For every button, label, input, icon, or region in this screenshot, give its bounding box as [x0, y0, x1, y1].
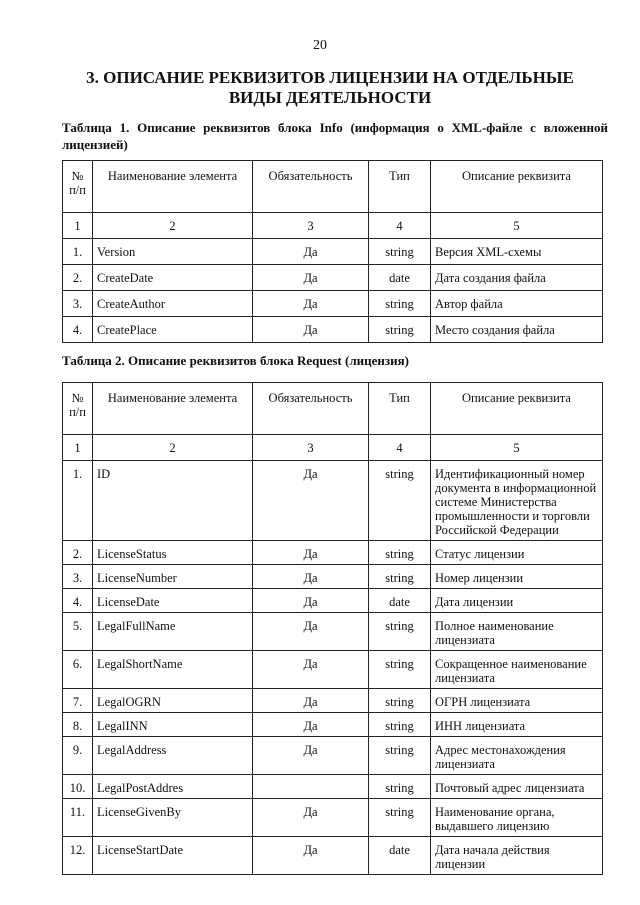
mandatory-value — [253, 775, 369, 799]
column-header-description: Описание реквизита — [431, 161, 603, 213]
type-value: date — [369, 837, 431, 875]
table-row — [63, 689, 603, 713]
element-name: CreateDate — [93, 265, 253, 291]
type-value: string — [369, 737, 431, 775]
column-header-element-name: Наименование элемента — [93, 161, 253, 213]
table-row — [63, 837, 603, 875]
table-row — [63, 737, 603, 775]
row-number: 3. — [63, 565, 93, 589]
description-value: Идентификационный номер документа в информационной системе Министерства промышленности и торговли Российской Федерации — [431, 461, 603, 541]
element-name: LegalINN — [93, 713, 253, 737]
element-name: LicenseGivenBy — [93, 799, 253, 837]
element-name: LicenseNumber — [93, 565, 253, 589]
column-header-type: Тип — [369, 383, 431, 435]
mandatory-value: Да — [253, 291, 369, 317]
table-header-row — [63, 161, 603, 213]
row-number: 2. — [63, 265, 93, 291]
mandatory-value: Да — [253, 737, 369, 775]
description-value: ИНН лицензиата — [431, 713, 603, 737]
type-value: string — [369, 291, 431, 317]
type-value: string — [369, 239, 431, 265]
description-value: Место создания файла — [431, 317, 603, 343]
mandatory-value: Да — [253, 613, 369, 651]
table-row — [63, 291, 603, 317]
description-value: Версия XML-схемы — [431, 239, 603, 265]
row-number: 7. — [63, 689, 93, 713]
description-value: Дата лицензии — [431, 589, 603, 613]
type-value: string — [369, 799, 431, 837]
table-row — [63, 461, 603, 541]
mandatory-value: Да — [253, 589, 369, 613]
column-index: 2 — [93, 213, 253, 239]
row-number: 9. — [63, 737, 93, 775]
column-header-description: Описание реквизита — [431, 383, 603, 435]
mandatory-value: Да — [253, 799, 369, 837]
description-value: Адрес местонахождения лицензиата — [431, 737, 603, 775]
column-index: 1 — [63, 213, 93, 239]
mandatory-value: Да — [253, 461, 369, 541]
description-value: Номер лицензии — [431, 565, 603, 589]
column-header-mandatory: Обязательность — [253, 161, 369, 213]
table-row — [63, 713, 603, 737]
type-value: string — [369, 613, 431, 651]
section-heading-line-2: ВИДЫ ДЕЯТЕЛЬНОСТИ — [228, 88, 432, 107]
mandatory-value: Да — [253, 239, 369, 265]
type-value: string — [369, 565, 431, 589]
row-number: 1. — [63, 461, 93, 541]
table-row — [63, 239, 603, 265]
column-index-row — [63, 213, 603, 239]
description-value: Сокращенное наименование лицензиата — [431, 651, 603, 689]
mandatory-value: Да — [253, 837, 369, 875]
type-value: string — [369, 541, 431, 565]
column-index: 1 — [63, 435, 93, 461]
element-name: Version — [93, 239, 253, 265]
row-number: 11. — [63, 799, 93, 837]
description-value: Полное наименование лицензиата — [431, 613, 603, 651]
mandatory-value: Да — [253, 265, 369, 291]
table-2-caption: Таблица 2. Описание реквизитов блока Request (лицензия) — [62, 353, 409, 368]
row-number: 5. — [63, 613, 93, 651]
description-value: Наименование органа, выдавшего лицензию — [431, 799, 603, 837]
description-value: ОГРН лицензиата — [431, 689, 603, 713]
column-header-number: № п/п — [63, 383, 93, 435]
description-value: Статус лицензии — [431, 541, 603, 565]
row-number: 3. — [63, 291, 93, 317]
type-value: string — [369, 689, 431, 713]
row-number: 4. — [63, 589, 93, 613]
table-row — [63, 799, 603, 837]
table-1 — [62, 160, 603, 343]
element-name: LicenseDate — [93, 589, 253, 613]
section-heading — [60, 68, 600, 108]
table-row — [63, 541, 603, 565]
mandatory-value: Да — [253, 713, 369, 737]
table-header-row — [63, 383, 603, 435]
type-value: string — [369, 461, 431, 541]
table-row — [63, 317, 603, 343]
column-index: 4 — [369, 435, 431, 461]
description-value: Почтовый адрес лицензиата — [431, 775, 603, 799]
table-row — [63, 265, 603, 291]
type-value: string — [369, 651, 431, 689]
table-row — [63, 589, 603, 613]
mandatory-value: Да — [253, 651, 369, 689]
row-number: 10. — [63, 775, 93, 799]
element-name: LicenseStatus — [93, 541, 253, 565]
column-index: 5 — [431, 435, 603, 461]
table-row — [63, 775, 603, 799]
mandatory-value: Да — [253, 541, 369, 565]
element-name: LicenseStartDate — [93, 837, 253, 875]
row-number: 2. — [63, 541, 93, 565]
type-value: string — [369, 713, 431, 737]
description-value: Дата создания файла — [431, 265, 603, 291]
column-header-element-name: Наименование элемента — [93, 383, 253, 435]
description-value: Дата начала действия лицензии — [431, 837, 603, 875]
element-name: LegalOGRN — [93, 689, 253, 713]
row-number: 1. — [63, 239, 93, 265]
row-number: 8. — [63, 713, 93, 737]
column-index: 3 — [253, 435, 369, 461]
table-row — [63, 651, 603, 689]
column-index-row — [63, 435, 603, 461]
element-name: LegalAddress — [93, 737, 253, 775]
element-name: LegalShortName — [93, 651, 253, 689]
element-name: LegalFullName — [93, 613, 253, 651]
mandatory-value: Да — [253, 565, 369, 589]
type-value: string — [369, 317, 431, 343]
mandatory-value: Да — [253, 689, 369, 713]
column-header-number: № п/п — [63, 161, 93, 213]
table-1-caption: Таблица 1. Описание реквизитов блока Info (информация о XML-файле с вложенной лицензией) — [62, 120, 608, 152]
row-number: 12. — [63, 837, 93, 875]
row-number: 6. — [63, 651, 93, 689]
element-name: ID — [93, 461, 253, 541]
table-row — [63, 613, 603, 651]
column-index: 4 — [369, 213, 431, 239]
element-name: CreatePlace — [93, 317, 253, 343]
table-2 — [62, 382, 603, 875]
type-value: date — [369, 589, 431, 613]
column-index: 5 — [431, 213, 603, 239]
page-number: 20 — [313, 38, 327, 53]
table-row — [63, 565, 603, 589]
column-header-type: Тип — [369, 161, 431, 213]
type-value: string — [369, 775, 431, 799]
row-number: 4. — [63, 317, 93, 343]
column-index: 2 — [93, 435, 253, 461]
mandatory-value: Да — [253, 317, 369, 343]
section-heading-line-1: 3. ОПИСАНИЕ РЕКВИЗИТОВ ЛИЦЕНЗИИ НА ОТДЕЛЬНЫЕ — [86, 68, 574, 87]
element-name: CreateAuthor — [93, 291, 253, 317]
column-header-mandatory: Обязательность — [253, 383, 369, 435]
element-name: LegalPostAddres — [93, 775, 253, 799]
column-index: 3 — [253, 213, 369, 239]
description-value: Автор файла — [431, 291, 603, 317]
type-value: date — [369, 265, 431, 291]
